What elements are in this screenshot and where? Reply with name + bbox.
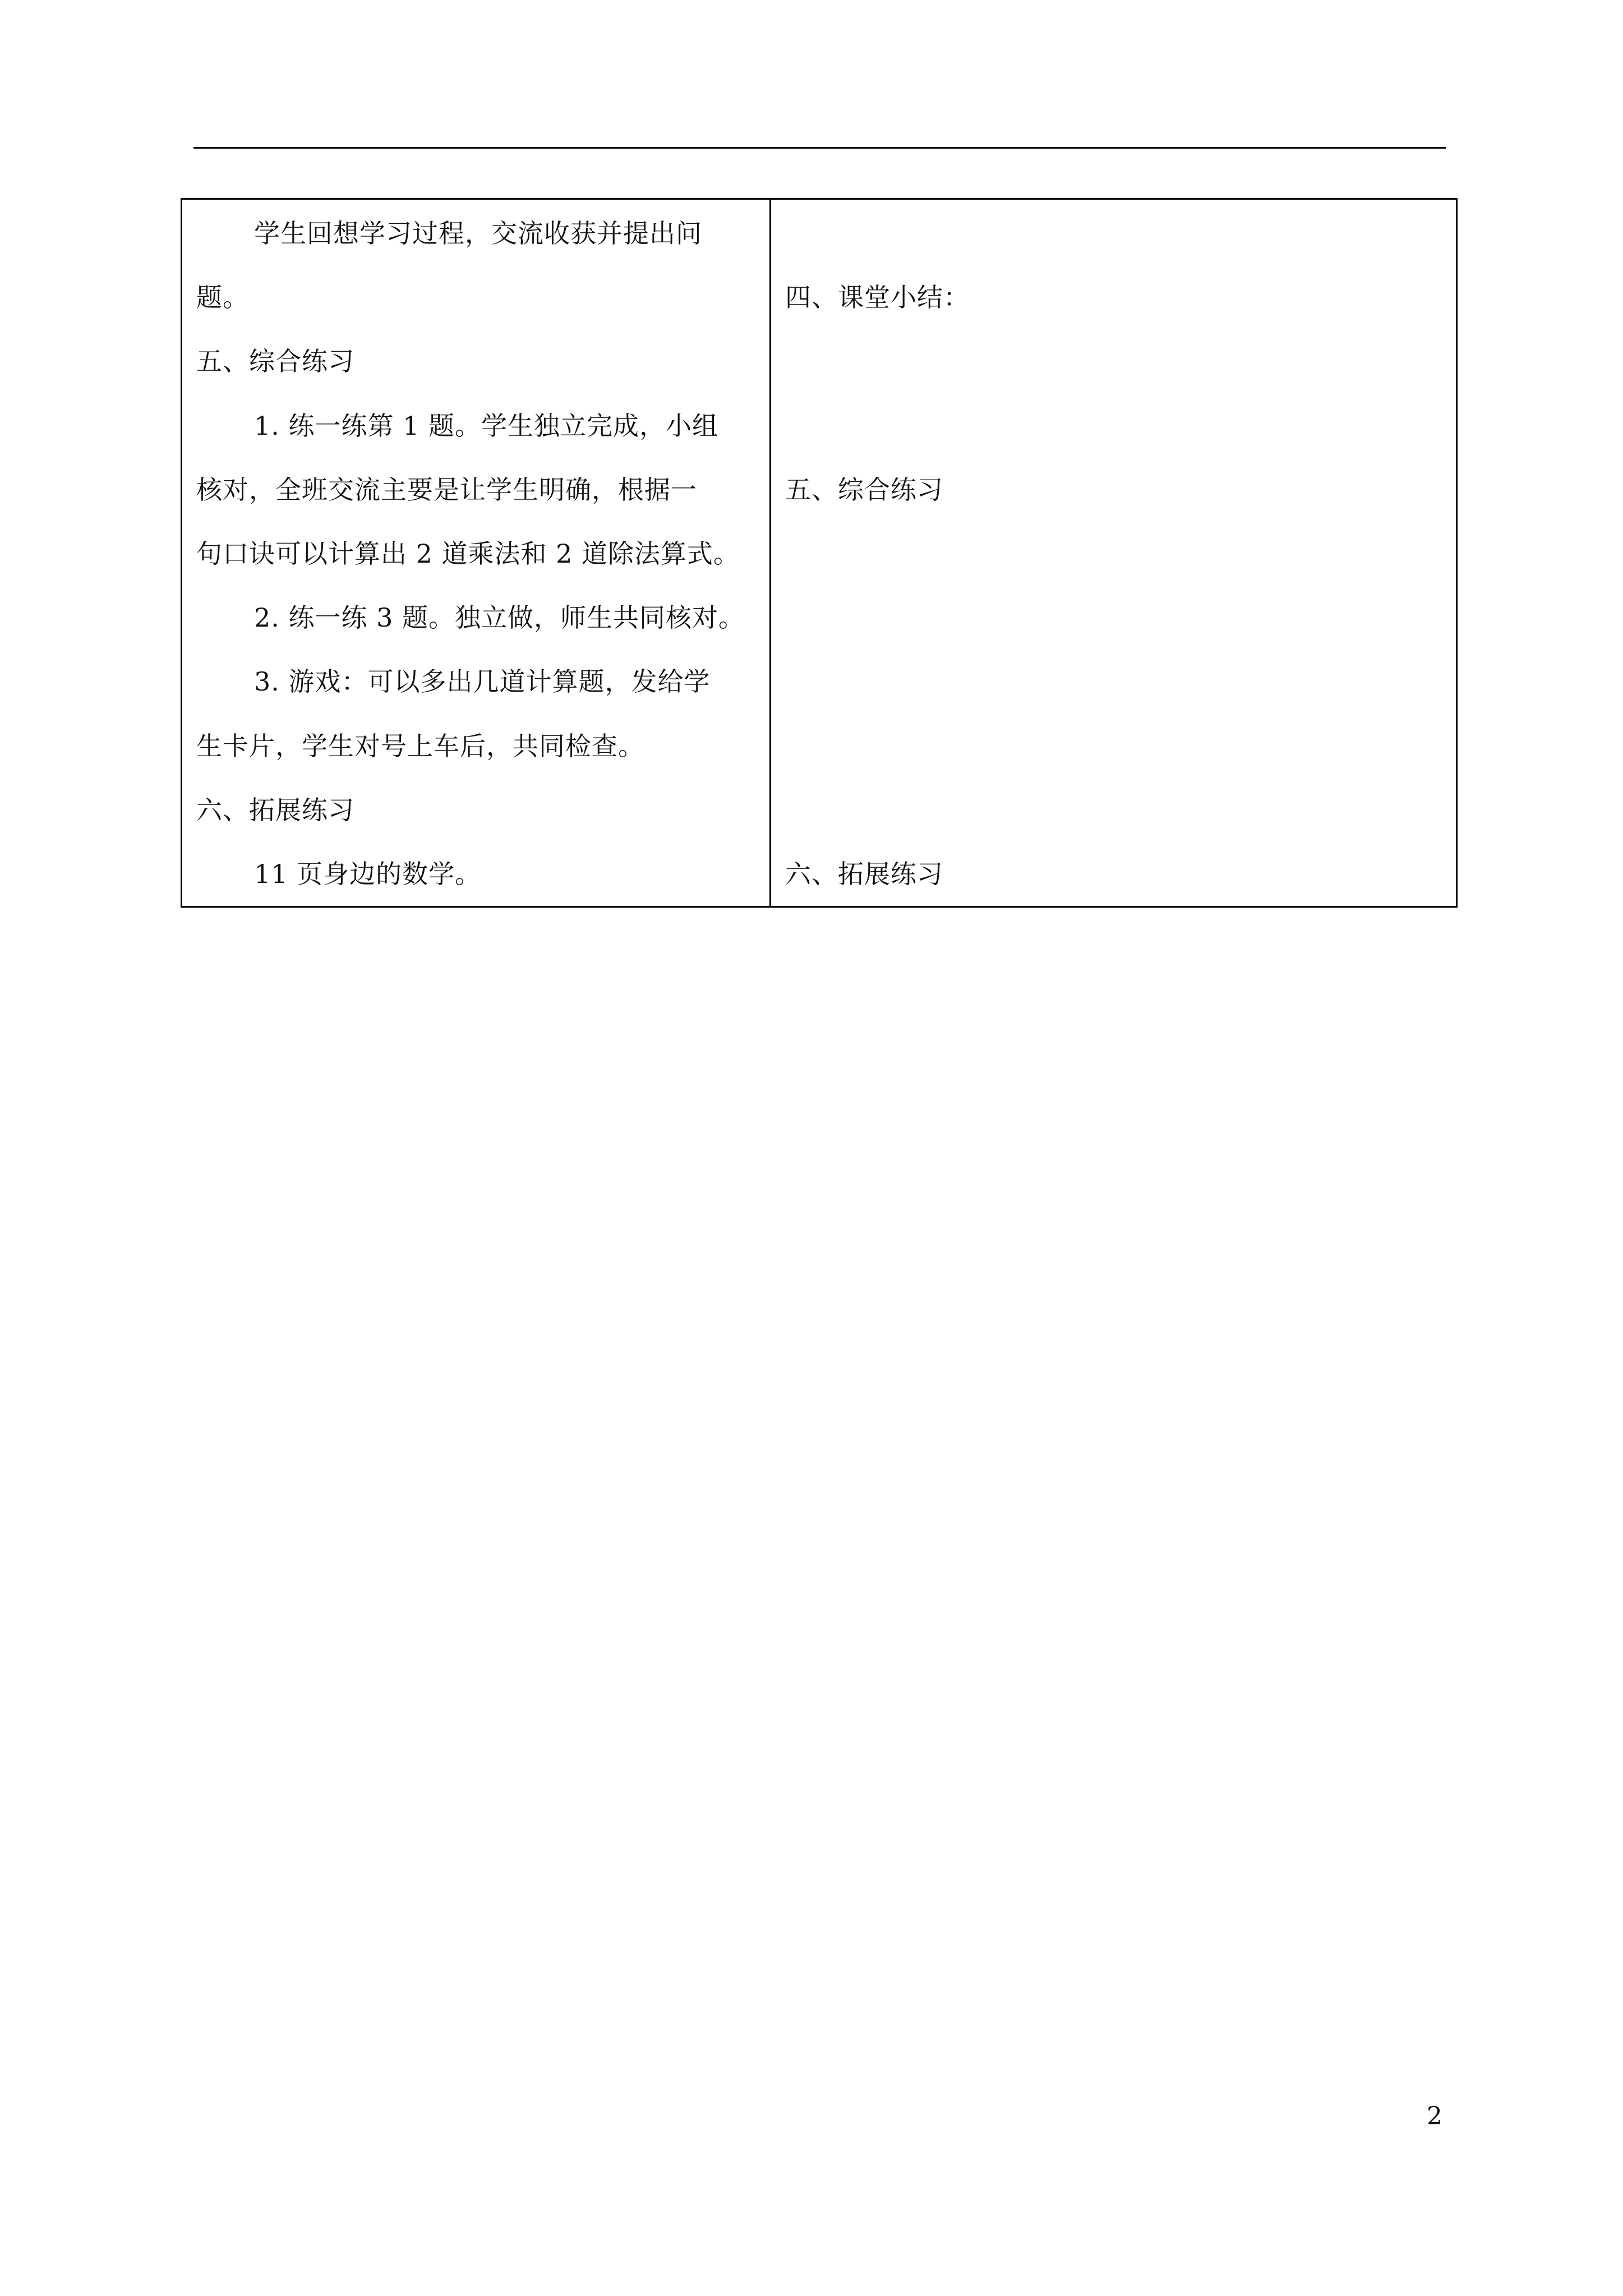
section-heading-extension: 六、拓展练习: [196, 795, 354, 825]
page-number: 2: [1427, 2102, 1442, 2131]
right-heading-extension: 六、拓展练习: [785, 859, 943, 889]
section-heading-practice: 五、综合练习: [196, 346, 354, 376]
left-line-6: 句口诀可以计算出 2 道乘法和 2 道除法算式。: [196, 539, 740, 569]
left-line-9: 生卡片，学生对号上车后，共同检查。: [196, 731, 644, 761]
left-line-1: 学生回想学习过程，交流收获并提出问: [254, 218, 702, 249]
lesson-table: [181, 198, 1458, 908]
left-line-2: 题。: [196, 282, 249, 312]
left-line-11: 11 页身边的数学。: [254, 859, 482, 889]
left-line-5: 核对，全班交流主要是让学生明确，根据一: [196, 475, 697, 505]
column-divider: [769, 200, 771, 906]
left-line-4: 1. 练一练第 1 题。学生独立完成，小组: [254, 411, 719, 441]
left-line-8: 3. 游戏：可以多出几道计算题，发给学: [254, 666, 711, 697]
right-heading-practice: 五、综合练习: [785, 475, 943, 505]
header-rule: [193, 147, 1446, 149]
left-line-7: 2. 练一练 3 题。独立做，师生共同核对。: [254, 602, 745, 633]
right-heading-summary: 四、课堂小结：: [785, 282, 970, 312]
